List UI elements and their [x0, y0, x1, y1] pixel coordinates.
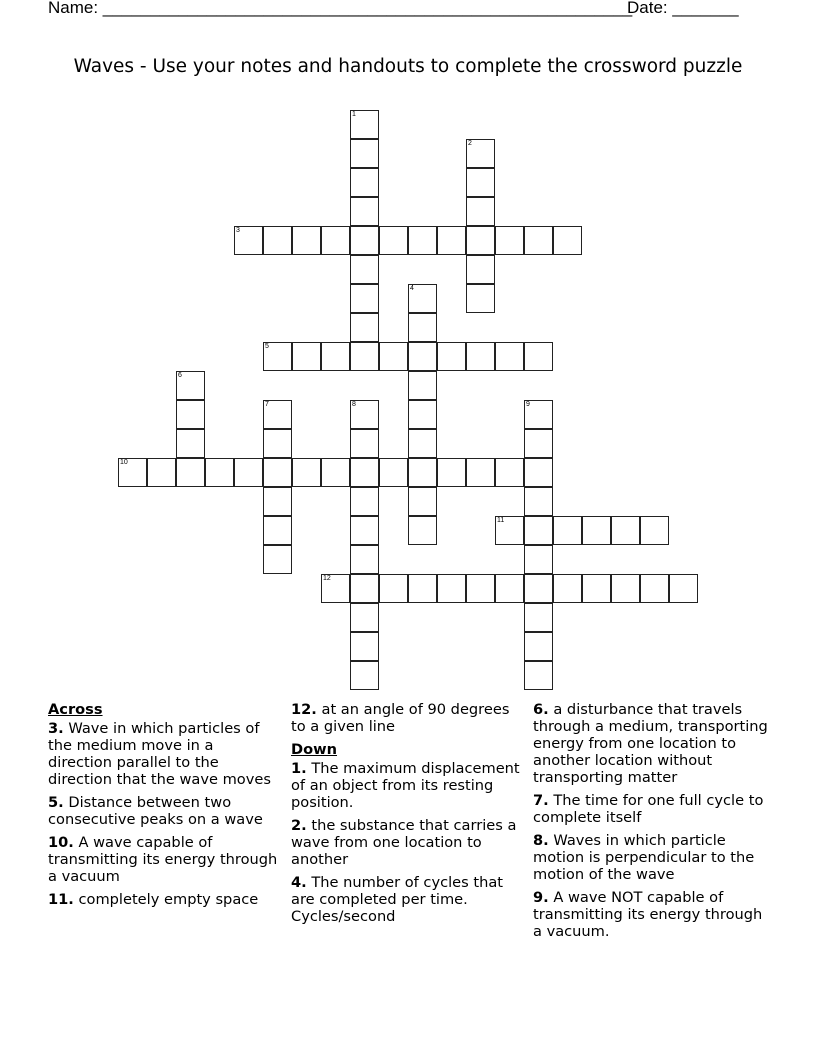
crossword-cell[interactable] — [321, 458, 350, 487]
crossword-cell[interactable] — [350, 313, 379, 342]
crossword-cell[interactable] — [408, 400, 437, 429]
crossword-cell[interactable] — [437, 342, 466, 371]
cell-number: 7 — [265, 401, 269, 408]
clue-text: completely empty space — [78, 891, 259, 908]
clue-down-8 — [533, 832, 769, 883]
crossword-cell[interactable] — [466, 226, 495, 255]
clue-across-12 — [291, 701, 527, 735]
crossword-cell[interactable] — [176, 429, 205, 458]
clue-text: The number of cycles that are completed per time. Cycles/second — [291, 874, 504, 925]
clue-number: 8. — [533, 832, 549, 849]
clue-column-2 — [291, 701, 527, 931]
crossword-cell[interactable] — [321, 226, 350, 255]
clue-number: 10. — [48, 834, 74, 851]
clue-across-5 — [48, 794, 280, 828]
crossword-cell[interactable] — [524, 632, 553, 661]
crossword-cell[interactable] — [553, 516, 582, 545]
crossword-cell[interactable] — [495, 342, 524, 371]
crossword-cell[interactable] — [408, 516, 437, 545]
clue-text: Distance between two consecutive peaks on a wave — [48, 794, 263, 828]
clue-text: at an angle of 90 degrees to a given line — [291, 701, 510, 735]
crossword-cell[interactable] — [495, 226, 524, 255]
crossword-cell[interactable] — [466, 139, 495, 168]
crossword-cell[interactable] — [466, 458, 495, 487]
clue-number: 6. — [533, 701, 549, 718]
crossword-cell[interactable] — [466, 168, 495, 197]
crossword-cell[interactable] — [582, 574, 611, 603]
crossword-cell[interactable] — [408, 574, 437, 603]
clue-text: A wave capable of transmitting its energy through a vacuum — [48, 834, 278, 885]
clue-text: The time for one full cycle to complete itself — [533, 792, 764, 826]
crossword-cell[interactable] — [640, 516, 669, 545]
crossword-cell[interactable] — [611, 574, 640, 603]
crossword-cell[interactable] — [582, 516, 611, 545]
crossword-cell[interactable] — [408, 487, 437, 516]
cell-number: 1 — [352, 111, 356, 118]
date-field[interactable]: Date: _______ — [627, 0, 739, 17]
down-heading: Down — [291, 741, 338, 758]
crossword-cell[interactable] — [408, 458, 437, 487]
crossword-cell[interactable] — [263, 487, 292, 516]
crossword-cell[interactable] — [350, 110, 379, 139]
crossword-cell[interactable] — [263, 400, 292, 429]
crossword-cell[interactable] — [408, 342, 437, 371]
crossword-cell[interactable] — [524, 661, 553, 690]
clue-text: A wave NOT capable of transmitting its energy through a vacuum. — [533, 889, 763, 940]
clue-across-10 — [48, 834, 280, 885]
cell-number: 4 — [410, 285, 414, 292]
crossword-cell[interactable] — [350, 632, 379, 661]
crossword-cell[interactable] — [263, 226, 292, 255]
clue-text: Wave in which particles of the medium move in a direction parallel to the direction that the wave moves — [48, 720, 271, 788]
crossword-cell[interactable] — [263, 458, 292, 487]
crossword-cell[interactable] — [524, 342, 553, 371]
crossword-cell[interactable] — [408, 429, 437, 458]
name-field[interactable]: Name: ________________________________________________________ — [48, 0, 633, 17]
clue-column-1 — [48, 701, 280, 914]
clue-across-11 — [48, 891, 280, 908]
crossword-cell[interactable] — [379, 342, 408, 371]
crossword-cell[interactable] — [408, 313, 437, 342]
clue-number: 11. — [48, 891, 74, 908]
cell-number: 6 — [178, 372, 182, 379]
clue-number: 9. — [533, 889, 549, 906]
crossword-cell[interactable] — [524, 545, 553, 574]
crossword-cell[interactable] — [379, 458, 408, 487]
crossword-cell[interactable] — [379, 226, 408, 255]
clue-number: 1. — [291, 760, 307, 777]
crossword-cell[interactable] — [669, 574, 698, 603]
crossword-cell[interactable] — [350, 197, 379, 226]
crossword-cell[interactable] — [263, 342, 292, 371]
clue-across-3 — [48, 720, 280, 788]
crossword-cell[interactable] — [234, 226, 263, 255]
clue-down-4 — [291, 874, 527, 925]
crossword-cell[interactable] — [350, 516, 379, 545]
clue-number: 7. — [533, 792, 549, 809]
crossword-cell[interactable] — [437, 226, 466, 255]
crossword-cell[interactable] — [524, 516, 553, 545]
crossword-cell[interactable] — [350, 429, 379, 458]
crossword-cell[interactable] — [408, 284, 437, 313]
crossword-cell[interactable] — [553, 574, 582, 603]
crossword-cell[interactable] — [495, 574, 524, 603]
crossword-cell[interactable] — [350, 545, 379, 574]
across-heading: Across — [48, 701, 103, 718]
crossword-cell[interactable] — [176, 371, 205, 400]
cell-number: 8 — [352, 401, 356, 408]
clue-number: 5. — [48, 794, 64, 811]
crossword-cell[interactable] — [466, 284, 495, 313]
crossword-cell[interactable] — [524, 429, 553, 458]
crossword-cell[interactable] — [524, 487, 553, 516]
crossword-cell[interactable] — [408, 371, 437, 400]
crossword-cell[interactable] — [524, 226, 553, 255]
crossword-cell[interactable] — [176, 458, 205, 487]
crossword-cell[interactable] — [263, 429, 292, 458]
crossword-cell[interactable] — [524, 400, 553, 429]
clue-number: 4. — [291, 874, 307, 891]
page-title: Waves - Use your notes and handouts to complete the crossword puzzle — [73, 56, 743, 77]
crossword-cell[interactable] — [466, 255, 495, 284]
cell-number: 11 — [497, 517, 505, 524]
clue-number: 2. — [291, 817, 307, 834]
crossword-cell[interactable] — [408, 226, 437, 255]
clue-number: 3. — [48, 720, 64, 737]
crossword-cell[interactable] — [379, 574, 408, 603]
crossword-cell[interactable] — [350, 487, 379, 516]
clue-column-3 — [533, 701, 769, 946]
cell-number: 3 — [236, 227, 240, 234]
clue-down-1 — [291, 760, 527, 811]
crossword-cell[interactable] — [640, 574, 669, 603]
crossword-cell[interactable] — [118, 458, 147, 487]
crossword-cell[interactable] — [524, 574, 553, 603]
crossword-cell[interactable] — [350, 168, 379, 197]
crossword-cell[interactable] — [611, 516, 640, 545]
crossword-cell[interactable] — [321, 342, 350, 371]
crossword-cell[interactable] — [553, 226, 582, 255]
crossword-cell[interactable] — [524, 603, 553, 632]
clue-text: The maximum displacement of an object from its resting position. — [291, 760, 520, 811]
crossword-cell[interactable] — [263, 545, 292, 574]
clue-down-7 — [533, 792, 769, 826]
crossword-cell[interactable] — [350, 458, 379, 487]
clue-down-2 — [291, 817, 527, 868]
crossword-cell[interactable] — [524, 458, 553, 487]
crossword-cell[interactable] — [234, 458, 263, 487]
clue-number: 12. — [291, 701, 317, 718]
crossword-cell[interactable] — [205, 458, 234, 487]
cell-number: 10 — [120, 459, 128, 466]
clue-text: Waves in which particle motion is perpendicular to the motion of the wave — [533, 832, 755, 883]
crossword-cell[interactable] — [350, 139, 379, 168]
clue-down-9 — [533, 889, 769, 940]
crossword-cell[interactable] — [350, 574, 379, 603]
crossword-cell[interactable] — [350, 342, 379, 371]
crossword-cell[interactable] — [437, 574, 466, 603]
crossword-cell[interactable] — [495, 516, 524, 545]
crossword-cell[interactable] — [495, 458, 524, 487]
clue-text: a disturbance that travels through a medium, transporting energy from one location to another location without transporting matter — [533, 701, 768, 786]
crossword-cell[interactable] — [350, 661, 379, 690]
clue-down-6 — [533, 701, 769, 786]
crossword-cell[interactable] — [292, 342, 321, 371]
clue-text: the substance that carries a wave from one location to another — [291, 817, 517, 868]
cell-number: 12 — [323, 575, 331, 582]
crossword-cell[interactable] — [350, 284, 379, 313]
crossword-cell[interactable] — [350, 255, 379, 284]
cell-number: 2 — [468, 140, 472, 147]
cell-number: 9 — [526, 401, 530, 408]
crossword-cell[interactable] — [350, 603, 379, 632]
cell-number: 5 — [265, 343, 269, 350]
crossword-cell[interactable] — [437, 458, 466, 487]
crossword-cell[interactable] — [350, 400, 379, 429]
crossword-cell[interactable] — [292, 458, 321, 487]
crossword-cell[interactable] — [350, 226, 379, 255]
crossword-cell[interactable] — [466, 574, 495, 603]
crossword-cell[interactable] — [292, 226, 321, 255]
crossword-cell[interactable] — [466, 342, 495, 371]
crossword-cell[interactable] — [147, 458, 176, 487]
crossword-cell[interactable] — [176, 400, 205, 429]
crossword-cell[interactable] — [321, 574, 350, 603]
crossword-cell[interactable] — [466, 197, 495, 226]
crossword-cell[interactable] — [263, 516, 292, 545]
